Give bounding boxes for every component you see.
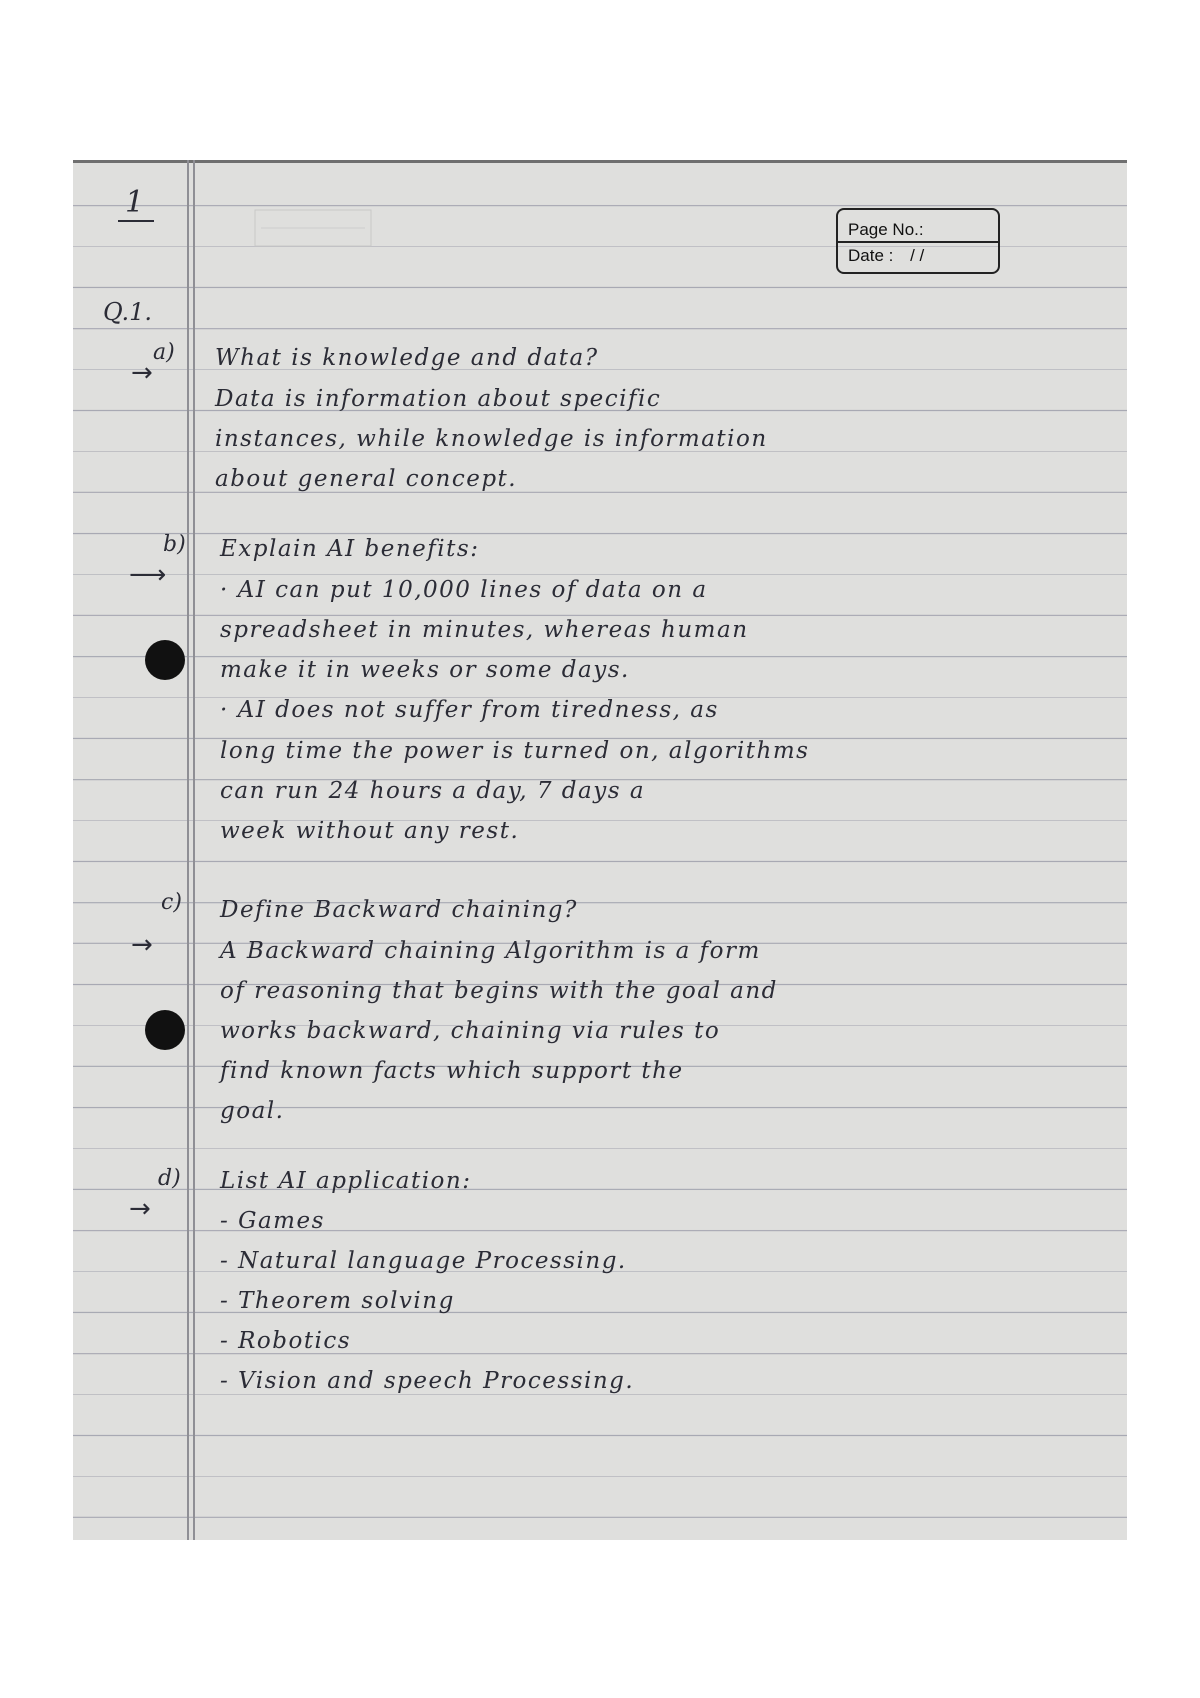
answer-line: · AI can put 10,000 lines of data on a (220, 577, 708, 603)
list-item: - Games (220, 1208, 325, 1234)
section-label-c: c) (161, 890, 182, 915)
section-label-b: b) (163, 532, 186, 557)
page-number: 1 (125, 185, 145, 220)
answer-line: of reasoning that begins with the goal and (220, 978, 778, 1004)
page-number-underline (118, 220, 154, 222)
arrow-icon: ⟶ (129, 560, 167, 590)
arrow-icon: → (129, 1194, 151, 1224)
list-item: - Theorem solving (220, 1288, 455, 1314)
answer-line: long time the power is turned on, algorithms (220, 738, 810, 764)
notebook-page (73, 160, 1127, 1540)
question-number: Q.1. (103, 298, 153, 326)
section-heading-a: What is knowledge and data? (215, 345, 599, 371)
page-no-label: Page No.: (848, 220, 924, 239)
answer-line: · AI does not suffer from tiredness, as (220, 697, 719, 723)
binder-hole (145, 1010, 185, 1050)
answer-line: find known facts which support the (220, 1058, 684, 1084)
section-heading-b: Explain AI benefits: (220, 536, 480, 562)
date-label (848, 246, 924, 266)
faded-stamp-graphic (253, 208, 373, 248)
answer-line: spreadsheet in minutes, whereas human (220, 617, 749, 643)
page-top-edge (73, 160, 1127, 163)
section-label-d: d) (158, 1166, 181, 1191)
page-date-box (836, 208, 1000, 274)
answer-line: make it in weeks or some days. (220, 657, 630, 683)
answer-line: A Backward chaining Algorithm is a form (220, 938, 761, 964)
answer-line: about general concept. (215, 466, 518, 492)
answer-line: can run 24 hours a day, 7 days a (220, 778, 646, 804)
answer-line: Data is information about specific (215, 386, 662, 412)
section-heading-d: List AI application: (220, 1168, 472, 1194)
arrow-icon: → (131, 930, 153, 960)
date-label-text: Date : (848, 246, 894, 265)
list-item: - Natural language Processing. (220, 1248, 627, 1274)
binder-hole (145, 640, 185, 680)
margin-line-inner (193, 160, 195, 1540)
answer-line: instances, while knowledge is information (215, 426, 768, 452)
answer-line: week without any rest. (220, 818, 520, 844)
arrow-icon: → (131, 358, 153, 388)
answer-line: goal. (220, 1098, 285, 1124)
section-heading-c: Define Backward chaining? (220, 897, 578, 923)
faded-stamp (253, 208, 373, 253)
section-label-a: a) (153, 340, 175, 365)
page-box-divider (838, 241, 998, 243)
margin-line (187, 160, 189, 1540)
list-item: - Vision and speech Processing. (220, 1368, 635, 1394)
date-value: / / (910, 246, 925, 265)
answer-line: works backward, chaining via rules to (220, 1018, 721, 1044)
list-item: - Robotics (220, 1328, 352, 1354)
